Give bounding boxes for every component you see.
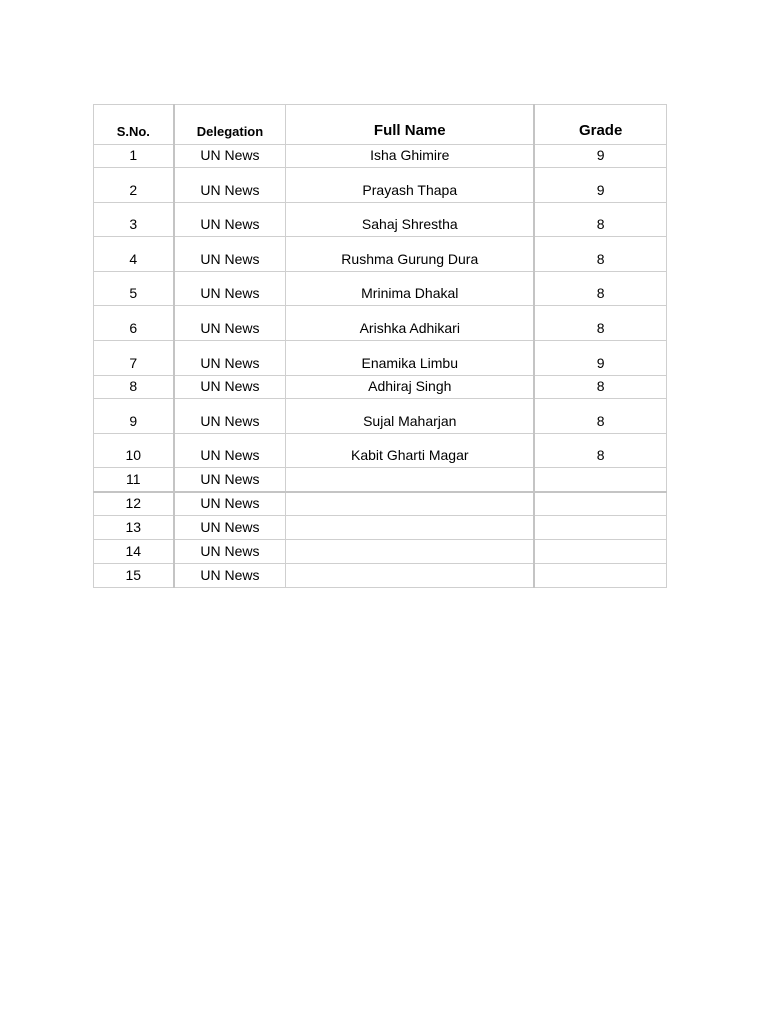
cell-full-name [286, 516, 534, 540]
cell-sno: 3 [94, 203, 174, 237]
table-row [94, 341, 667, 376]
cell-sno: 7 [94, 341, 174, 376]
cell-full-name: Isha Ghimire [286, 145, 534, 168]
cell-delegation: UN News [174, 516, 286, 540]
cell-sno: 6 [94, 306, 174, 341]
cell-full-name: Arishka Adhikari [286, 306, 534, 341]
cell-grade: 8 [534, 306, 666, 341]
cell-grade: 8 [534, 399, 666, 434]
cell-delegation: UN News [174, 492, 286, 516]
cell-full-name [286, 564, 534, 588]
cell-full-name: Sujal Maharjan [286, 399, 534, 434]
cell-full-name: Enamika Limbu [286, 341, 534, 376]
cell-grade: 8 [534, 434, 666, 468]
cell-sno: 8 [94, 376, 174, 399]
cell-delegation: UN News [174, 564, 286, 588]
cell-sno: 12 [94, 492, 174, 516]
table-row [94, 516, 667, 540]
cell-sno: 11 [94, 468, 174, 492]
table-row [94, 564, 667, 588]
cell-grade [534, 516, 666, 540]
cell-full-name: Mrinima Dhakal [286, 272, 534, 306]
cell-grade: 8 [534, 272, 666, 306]
cell-sno: 13 [94, 516, 174, 540]
cell-sno: 15 [94, 564, 174, 588]
cell-sno: 5 [94, 272, 174, 306]
table-row [94, 468, 667, 492]
cell-full-name: Rushma Gurung Dura [286, 237, 534, 272]
cell-grade [534, 492, 666, 516]
cell-full-name: Adhiraj Singh [286, 376, 534, 399]
cell-grade: 8 [534, 203, 666, 237]
table-row [94, 399, 667, 434]
cell-sno: 1 [94, 145, 174, 168]
cell-full-name: Sahaj Shrestha [286, 203, 534, 237]
cell-delegation: UN News [174, 237, 286, 272]
table-row [94, 203, 667, 237]
header-grade: Grade [534, 105, 666, 145]
cell-full-name: Prayash Thapa [286, 168, 534, 203]
table-row [94, 237, 667, 272]
table-row [94, 492, 667, 516]
cell-grade [534, 468, 666, 492]
cell-full-name: Kabit Gharti Magar [286, 434, 534, 468]
cell-grade: 9 [534, 168, 666, 203]
cell-sno: 9 [94, 399, 174, 434]
cell-full-name [286, 468, 534, 492]
header-full-name: Full Name [286, 105, 534, 145]
cell-full-name [286, 540, 534, 564]
table-row [94, 376, 667, 399]
cell-delegation: UN News [174, 468, 286, 492]
cell-delegation: UN News [174, 306, 286, 341]
cell-delegation: UN News [174, 341, 286, 376]
table-row [94, 145, 667, 168]
cell-grade [534, 564, 666, 588]
delegation-roster-table [93, 104, 667, 588]
cell-sno: 2 [94, 168, 174, 203]
cell-grade [534, 540, 666, 564]
cell-grade: 9 [534, 145, 666, 168]
cell-delegation: UN News [174, 434, 286, 468]
cell-delegation: UN News [174, 399, 286, 434]
cell-sno: 10 [94, 434, 174, 468]
table-row [94, 272, 667, 306]
cell-delegation: UN News [174, 376, 286, 399]
table-row [94, 168, 667, 203]
table-row [94, 306, 667, 341]
cell-delegation: UN News [174, 540, 286, 564]
cell-sno: 14 [94, 540, 174, 564]
table-row [94, 540, 667, 564]
table-body [94, 145, 667, 588]
cell-delegation: UN News [174, 272, 286, 306]
header-delegation: Delegation [174, 105, 286, 145]
cell-delegation: UN News [174, 145, 286, 168]
header-sno: S.No. [94, 105, 174, 145]
cell-full-name [286, 492, 534, 516]
cell-grade: 8 [534, 376, 666, 399]
cell-grade: 8 [534, 237, 666, 272]
cell-grade: 9 [534, 341, 666, 376]
cell-delegation: UN News [174, 203, 286, 237]
cell-sno: 4 [94, 237, 174, 272]
table-row [94, 434, 667, 468]
cell-delegation: UN News [174, 168, 286, 203]
table-header-row [94, 105, 667, 145]
